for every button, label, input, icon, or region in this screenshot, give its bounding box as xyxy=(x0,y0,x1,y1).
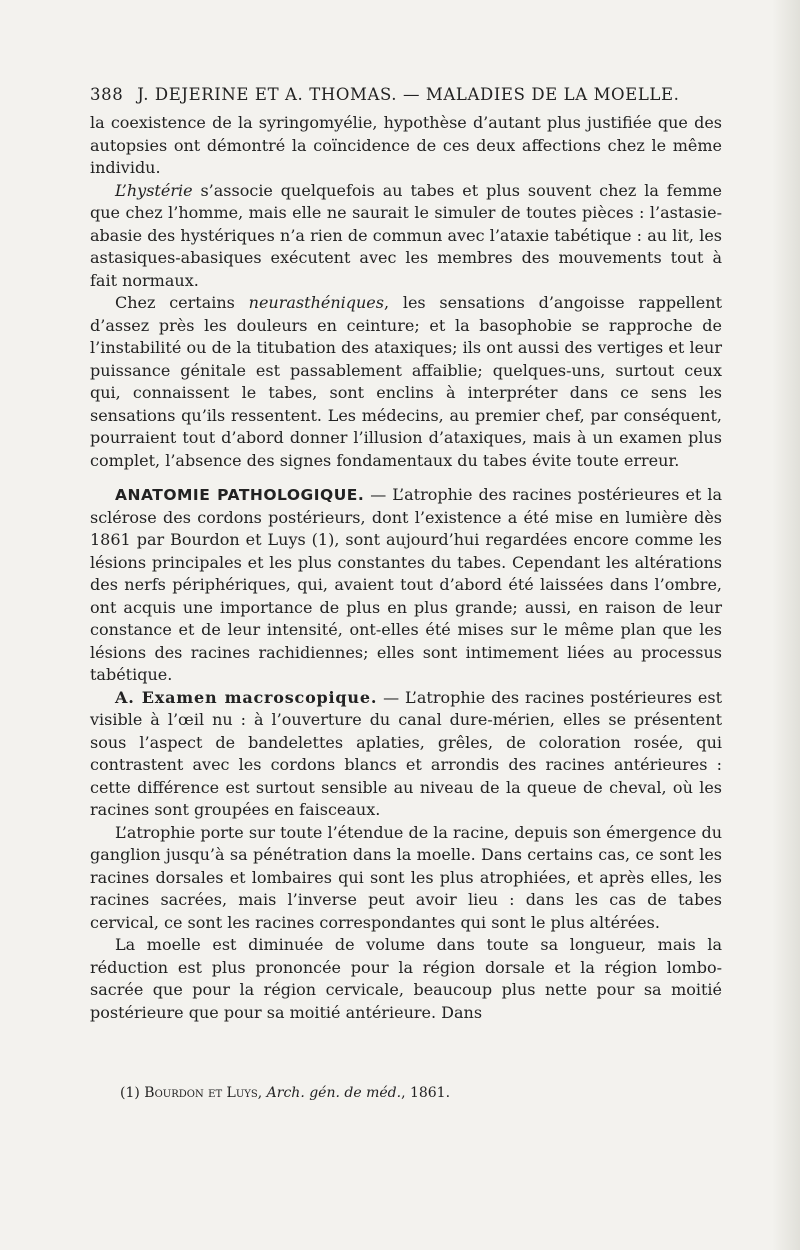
paragraph-neurasthenia-text: , les sensations d’angoisse rappellent d’assez près les douleurs en ceinture; et la basophobie se rapproche de l’instabilité ou de la titubation des ataxiques; ils ont aussi des vertiges et leur puissance génitale est passablement affaiblie; quelques-uns, surtout ceux qui, connaissent le tabes, sont enclins à interpréter dans ce sens les sensations qu’ils ressentent. Les médecins, au premier chef, par conséquent, pourraient tout d’abord donner l’illusion d’ataxiques, mais à un examen plus complet, l’absence des signes fondamentaux du tabes évite toute erreur. xyxy=(90,293,722,470)
term-neurasthenic: neurasthéniques xyxy=(248,293,384,312)
footnote-marker: (1) xyxy=(120,1085,145,1101)
page-edge-shadow xyxy=(772,0,800,1250)
footnote xyxy=(120,1085,720,1101)
running-title: J. DEJERINE ET A. THOMAS. — MALADIES DE LA MOELLE. xyxy=(137,85,680,104)
paragraph-atrophy: L’atrophie porte sur toute l’étendue de la racine, depuis son émergence du ganglion jusqu’à sa pénétration dans la moelle. Dans certains cas, ce sont les racines dorsales et lombaires qui sont les plus atrophiées, et après elles, les racines sacrées, mais l’inverse peut avoir lieu : dans les cas de tabes cervical, ce sont les racines correspondantes qui sont le plus altérées. xyxy=(90,822,722,932)
paragraph-hysteria xyxy=(90,180,722,293)
page-number: 388 xyxy=(90,85,124,104)
paragraph-macroscopic-text: — L’atrophie des racines postérieures est visible à l’œil nu : à l’ouverture du canal dure-mérien, elles se présentent sous l’aspect de bandelettes aplaties, grêles, de coloration rosée, qui contrastent avec les cordons blancs et arrondis des racines antérieures : cette différence est surtout sensible au niveau de la queue de cheval, où les racines sont groupées en faisceaux. xyxy=(90,687,722,819)
paragraph-anatomy-text: — L’atrophie des racines postérieures et la sclérose des cordons postérieurs, dont l’existence a été mise en lumière dès 1861 par Bourdon et Luys (1), sont aujourd’hui regardées encore comme les lésions principales et les plus constantes du tabes. Cependant les altérations des nerfs périphériques, qui, avaient tout d’abord été laissées dans l’ombre, ont acquis une importance de plus en plus grande; aussi, en raison de leur constance et de leur intensité, ont-elles été mises sur le même plan que les lésions des racines rachidiennes; elles sont intimement liées au processus tabétique. xyxy=(90,485,722,684)
paragraph-spinal-cord: La moelle est diminuée de volume dans toute sa longueur, mais la réduction est plus prononcée pour la région dorsale et la région lombo-sacrée que pour la région cervicale, beaucoup plus nette pour sa moitié postérieure que pour sa moitié antérieure. Dans xyxy=(90,935,722,1022)
paragraph-hysteria-text: s’associe quelquefois au tabes et plus souvent chez la femme que chez l’homme, mais elle ne saurait le simuler de toutes pièces : l’astasie-abasie des hystériques n’a rien de commun avec l’ataxie tabétique : au lit, les astasiques-abasiques exécutent avec les membres des mouvements tout à fait normaux. xyxy=(90,180,722,290)
paragraph-neurasthenia-lead: Chez certains xyxy=(115,293,249,312)
paragraph-anatomy xyxy=(90,484,722,687)
footnote-separator: , xyxy=(257,1085,267,1101)
paragraph-continuation: la coexistence de la syringomyélie, hypothèse d’autant plus justifiée que des autopsies ont démontré la coïncidence de ces deux affections chez le même individu. xyxy=(90,113,722,177)
term-hysteria: L’hystérie xyxy=(115,180,193,200)
section-heading: ANATOMIE PATHOLOGIQUE. xyxy=(115,486,365,504)
running-header xyxy=(90,85,720,104)
footnote-journal: Arch. gén. de méd. xyxy=(266,1085,402,1101)
subsection-heading: A. Examen macroscopique. xyxy=(115,687,378,707)
footnote-year: , 1861. xyxy=(401,1085,451,1101)
body-text xyxy=(90,112,722,1024)
footnote-authors: Bourdon et Luys xyxy=(144,1085,258,1101)
paragraph-macroscopic xyxy=(90,687,722,822)
paragraph-neurasthenia xyxy=(90,292,722,472)
